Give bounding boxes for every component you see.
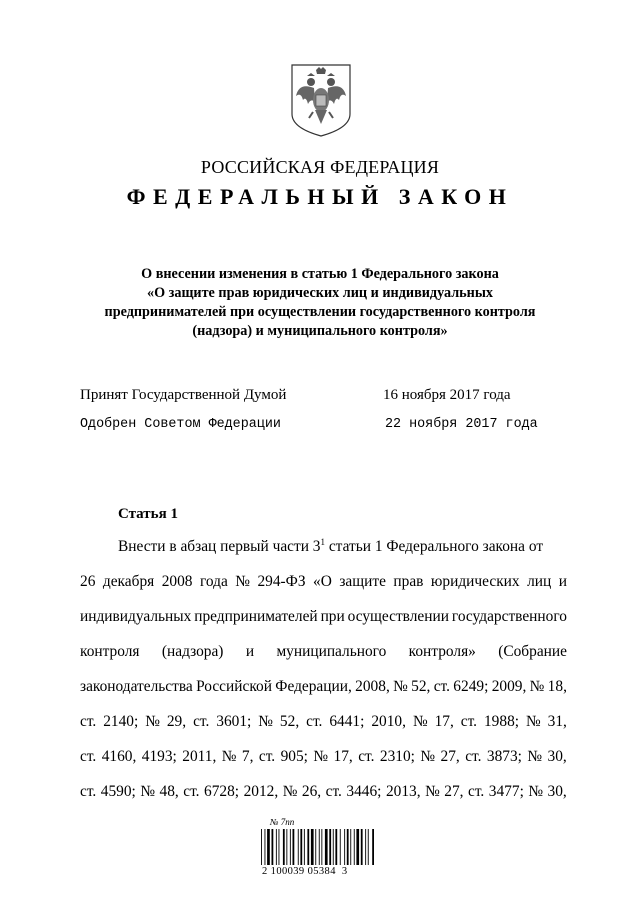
barcode-bar (344, 829, 345, 865)
word: 294-ФЗ (257, 573, 306, 590)
barcode-number: 2 100039 05384 3 (262, 866, 348, 877)
word: № (527, 748, 543, 765)
barcode-bar (321, 829, 322, 865)
barcode-bar (267, 829, 270, 865)
word: 30, (547, 783, 567, 800)
duma-adoption-date: 16 ноября 2017 года (383, 387, 511, 403)
word: 7, (241, 748, 254, 765)
word: № (420, 748, 436, 765)
barcode-mark: № 7пп (270, 817, 295, 827)
word: 3477; (488, 783, 524, 800)
word: контроля» (408, 643, 476, 660)
article-text-segment: статьи 1 Федерального закона от (325, 538, 544, 555)
word: защите (339, 573, 386, 590)
article-text-line (80, 573, 567, 595)
word: ст. (468, 783, 485, 800)
council-approval-date: 22 ноября 2017 года (385, 417, 538, 432)
word: 27, (440, 748, 460, 765)
word: 3601; (216, 713, 252, 730)
word: 26, (301, 783, 322, 800)
barcode-bar (307, 829, 309, 865)
barcode-bar (279, 829, 280, 865)
word: 2310; (379, 748, 415, 765)
word: № (235, 573, 250, 590)
word: 2013, (385, 783, 421, 800)
barcode-bar (361, 829, 363, 865)
word: 29, (166, 713, 187, 730)
barcode-bar (329, 829, 331, 865)
article-text-line (80, 748, 567, 770)
barcode-bar (290, 829, 291, 865)
word: государственного (451, 608, 567, 625)
superscript: 1 (320, 537, 325, 547)
barcode-bar (356, 829, 359, 865)
word: ст. (80, 748, 97, 765)
word: 3446; (346, 783, 382, 800)
barcode-bar (315, 829, 316, 865)
law-title-line: «О защите прав юридических лиц и индивидуальных (146, 285, 494, 301)
word: муниципального (276, 643, 387, 660)
country-name: РОССИЙСКАЯ ФЕДЕРАЦИЯ (200, 157, 440, 177)
word: 6249; (453, 678, 489, 695)
word: предпринимателей (194, 608, 318, 625)
word: Федерации, (275, 678, 352, 695)
word: № (393, 678, 408, 695)
word: 6728; (204, 783, 240, 800)
word: ст. (465, 748, 482, 765)
council-approval-label: Одобрен Советом Федерации (80, 417, 281, 432)
word: ст. (306, 713, 323, 730)
word: ст. (183, 783, 200, 800)
barcode-bar (304, 829, 305, 865)
word: 2011, (182, 748, 217, 765)
word: 17, (434, 713, 454, 730)
word: № (412, 713, 428, 730)
word: ст. (80, 713, 97, 730)
word: № (221, 748, 237, 765)
law-title-line: (надзора) и муниципального контроля» (192, 323, 448, 339)
article-text-line (80, 783, 567, 805)
word: (Собрание (498, 643, 567, 660)
word: 17, (333, 748, 353, 765)
word: 2008 (161, 573, 193, 590)
barcode-bar (272, 829, 274, 865)
word: декабря (102, 573, 155, 590)
word: № (140, 783, 155, 800)
word: № (258, 713, 273, 730)
law-type: ФЕДЕРАЛЬНЫЙ ЗАКОН (126, 184, 514, 209)
word: ст. (460, 713, 478, 730)
barcode-bar (335, 829, 337, 865)
barcode-bar (350, 829, 351, 865)
barcode-bar (300, 829, 302, 865)
barcode-bar (365, 829, 366, 865)
word: № (145, 713, 160, 730)
word: 1988; (483, 713, 520, 730)
word: индивидуальных (80, 608, 192, 625)
word: № (282, 783, 298, 800)
word: 26 (80, 573, 96, 590)
barcode-bar (319, 829, 320, 865)
word: (надзора) (161, 643, 224, 660)
article-text-line (80, 678, 567, 700)
word: законодательства (80, 678, 193, 695)
barcode-bar (276, 829, 277, 865)
barcode-bar (283, 829, 285, 865)
barcode-bar (372, 829, 374, 865)
barcode-bar (333, 829, 334, 865)
word: лиц (527, 573, 552, 590)
word: 4193; (141, 748, 177, 765)
barcode-bar (340, 829, 341, 865)
barcode-bar (368, 829, 369, 865)
word: осуществлении (347, 608, 449, 625)
article-text-line (80, 608, 567, 630)
word: контроля (80, 643, 140, 660)
word: прав (393, 573, 424, 590)
word: 52, (279, 713, 300, 730)
word: 2140; (103, 713, 139, 730)
article-heading: Статья 1 (118, 506, 178, 522)
barcode-bar (298, 829, 299, 865)
word: 905; (280, 748, 308, 765)
word: 30, (547, 748, 567, 765)
article-text-line (80, 643, 567, 665)
duma-adoption-label: Принят Государственной Думой (80, 387, 287, 403)
word: 2012, (243, 783, 279, 800)
word: ст. (325, 783, 342, 800)
law-title-line: предпринимателей при осуществлении государственного контроля (104, 304, 536, 320)
word: юридических (430, 573, 520, 590)
word: Российской (196, 678, 272, 695)
word: при (320, 608, 345, 625)
word: № (425, 783, 440, 800)
coat-of-arms-emblem (289, 62, 353, 138)
word: № (529, 678, 545, 695)
word: «О (313, 573, 332, 590)
word: 4590; (100, 783, 136, 800)
article-text-segment: Внести в абзац первый части 3 (118, 538, 321, 555)
article-text-line (118, 538, 567, 560)
barcode-bar (261, 829, 262, 865)
word: ст. (193, 713, 210, 730)
barcode-bar (265, 829, 266, 865)
article-text-line (80, 713, 567, 735)
barcode-bar (293, 829, 295, 865)
barcode-bar (347, 829, 349, 865)
barcode-bar (325, 829, 328, 865)
word: 48, (159, 783, 179, 800)
word: ст. (433, 678, 450, 695)
word: № (526, 713, 541, 730)
barcode-bar (286, 829, 287, 865)
word: № (313, 748, 329, 765)
law-title (80, 265, 560, 341)
word: 2010, (371, 713, 406, 730)
word: ст. (80, 783, 97, 800)
word: 4160, (101, 748, 137, 765)
word: 27, (444, 783, 464, 800)
word: 2008, (355, 678, 390, 695)
word: 31, (547, 713, 567, 730)
barcode-image (261, 829, 375, 865)
word: 6441; (329, 713, 365, 730)
word: и (245, 643, 255, 660)
word: 3873; (486, 748, 522, 765)
word: 18, (547, 678, 567, 695)
word: ст. (258, 748, 276, 765)
law-title-line: О внесении изменения в статью 1 Федерального закона (141, 266, 499, 282)
word: и (558, 573, 567, 590)
word: № (528, 783, 544, 800)
word: 52, (411, 678, 431, 695)
word: года (199, 573, 228, 590)
word: ст. (358, 748, 375, 765)
barcode-bar (311, 829, 314, 865)
barcode-bar (354, 829, 355, 865)
word: 2009, (491, 678, 527, 695)
